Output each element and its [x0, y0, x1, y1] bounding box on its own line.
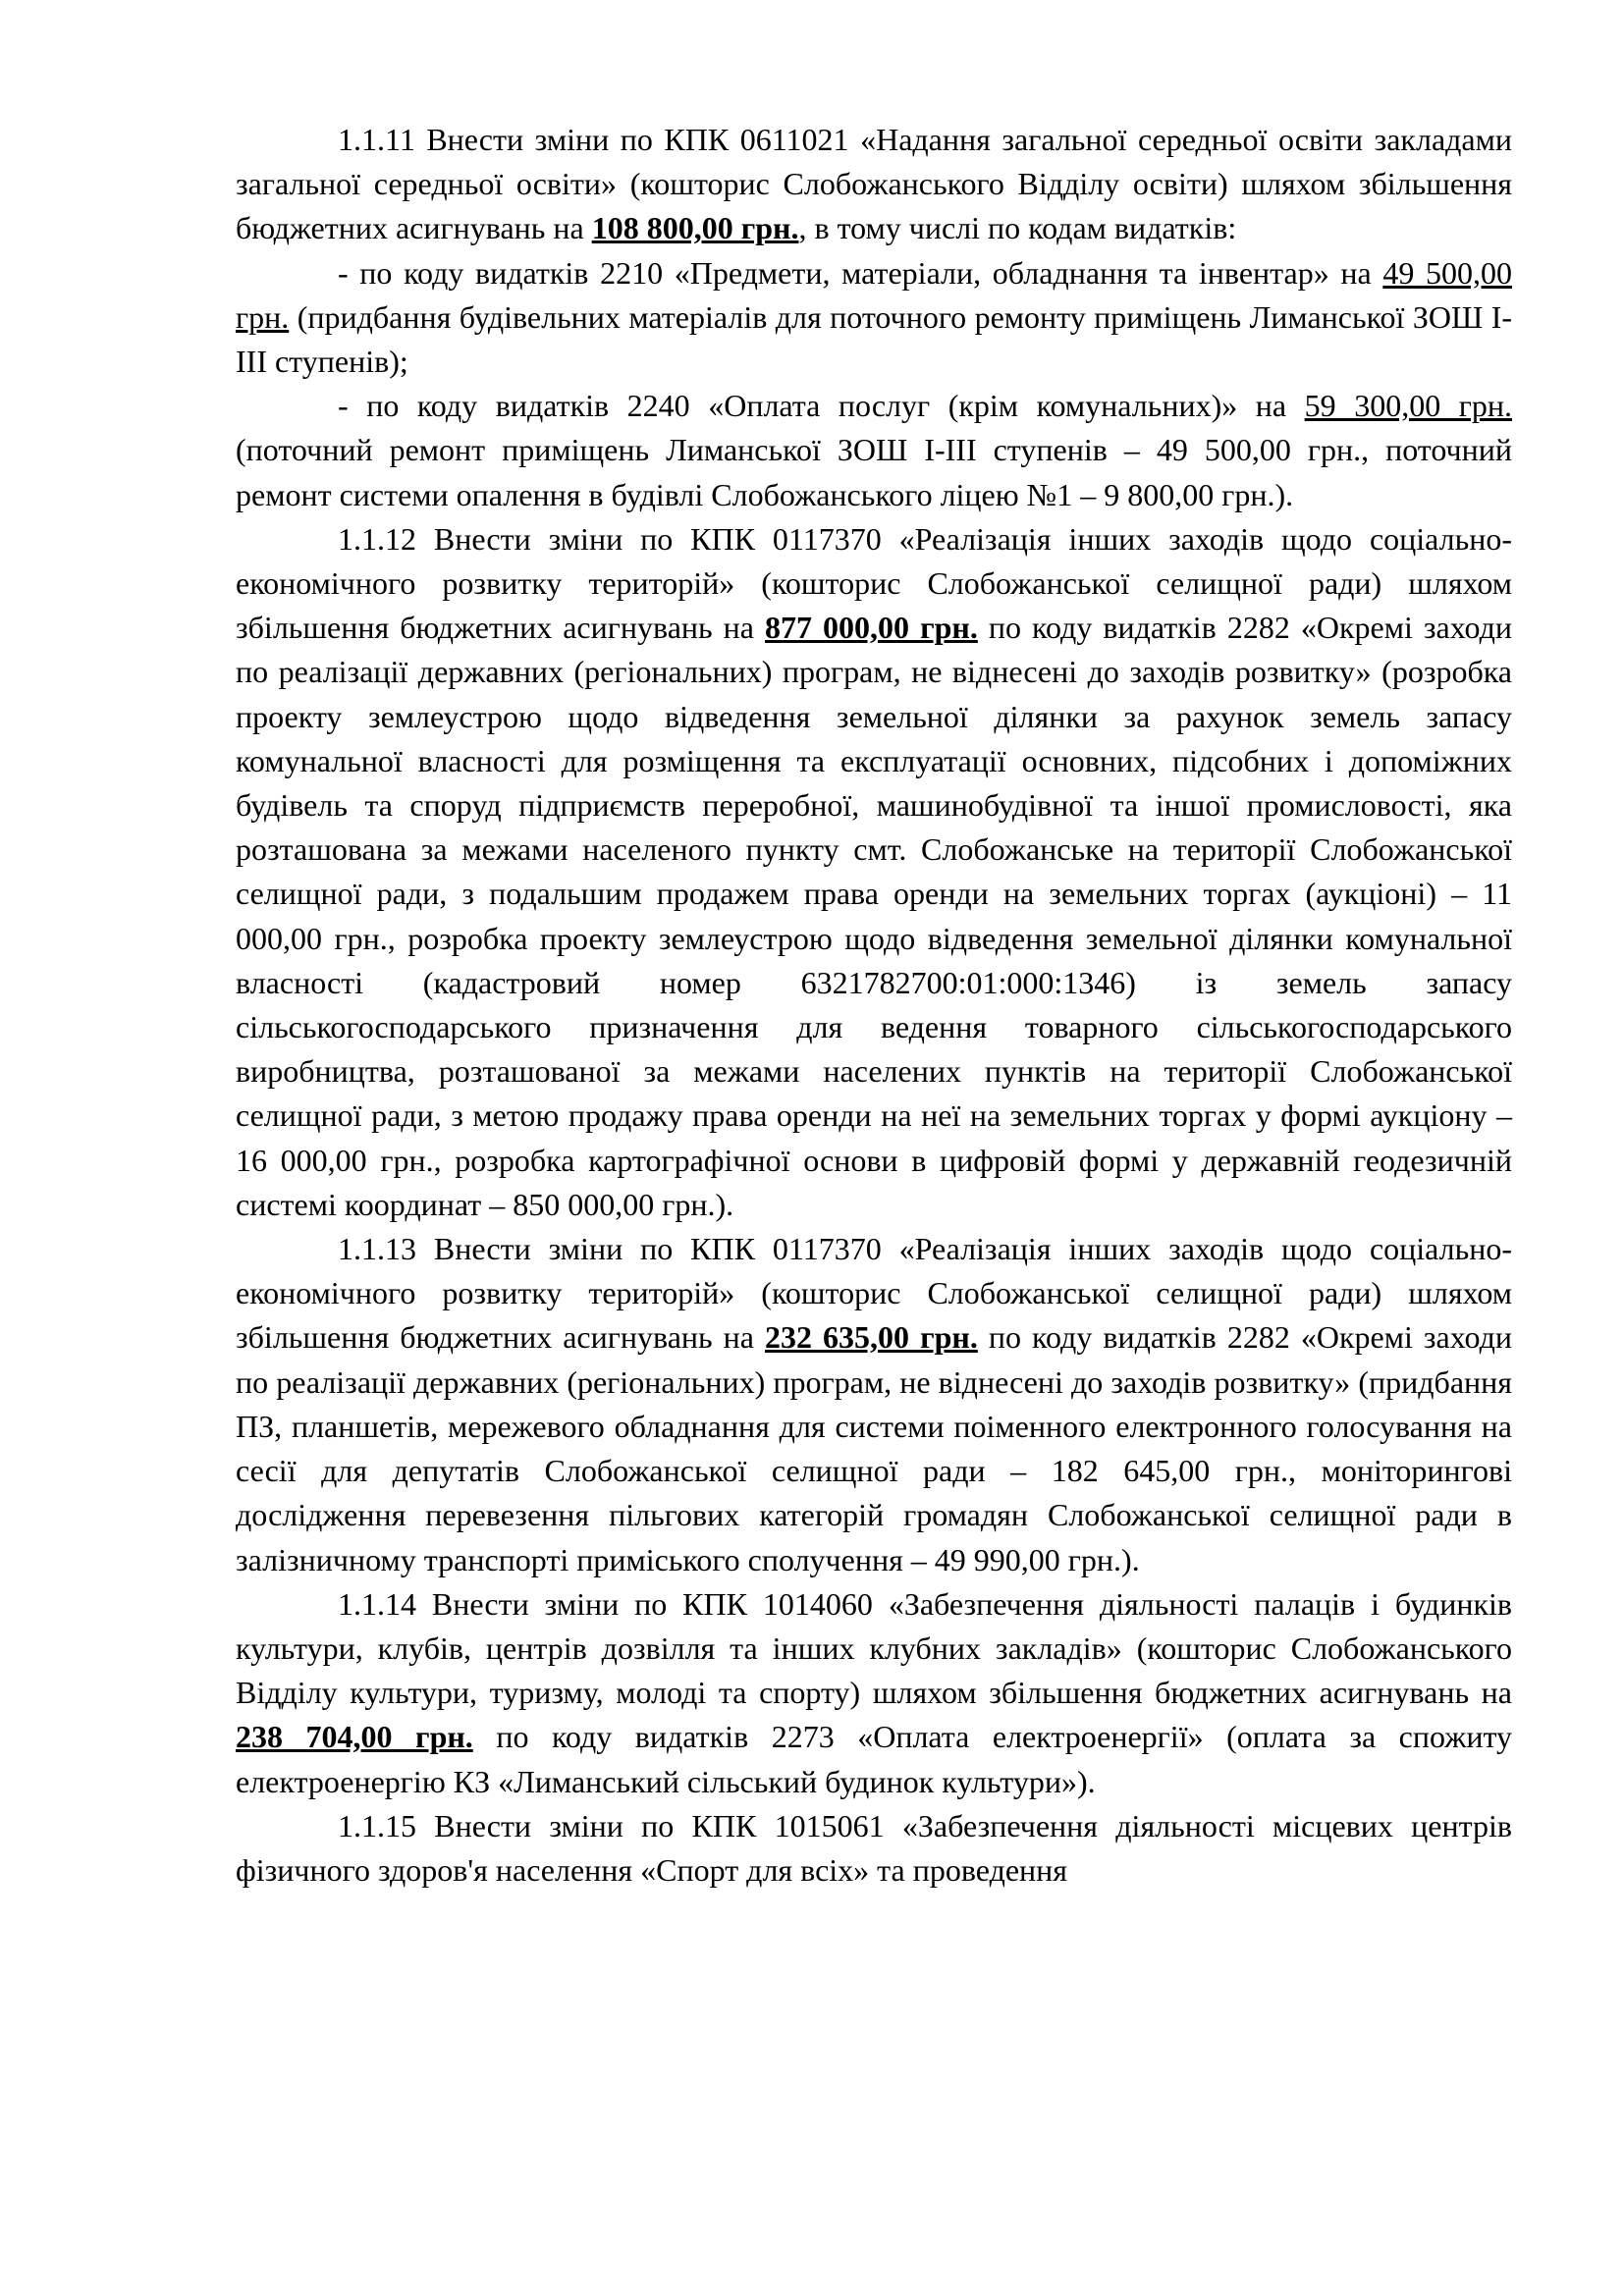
sub-item-code-2240 — [236, 384, 1512, 517]
paragraph-1-1-14 — [236, 1582, 1512, 1804]
paragraph-text: , в тому числі по кодам видатків: — [798, 210, 1237, 246]
amount-code-2240: 59 300,00 грн. — [1304, 388, 1513, 424]
paragraph-text: по коду видатків 2273 «Оплата електроенергії» (оплата за спожиту електроенергію КЗ «Лиманський сільський будинок культури»). — [236, 1719, 1512, 1799]
paragraph-text: по коду видатків 2282 «Окремі заходи по реалізації державних (регіональних) програм, не віднесені до заходів розвитку» (розробка проекту землеустрою щодо відведення земельної ділянки за рахунок земель запасу комунальної власності для розміщення та експлуатації основних, підсобних і допоміжних будівель та споруд підприємств переробної, машинобудівної та іншої промисловості, яка розташована за межами населеного пункту смт. Слобожанське на території Слобожанської селищної ради, з подальшим продажем права оренди на земельних торгах (аукціоні) – 11 000,00 грн., розробка проекту землеустрою щодо відведення земельної ділянки комунальної власності (кадастровий номер 6321782700:01:000:1346) із земель запасу сільськогосподарського призначення для ведення товарного сільськогосподарського виробництва, розташованої за межами населених пунктів на території Слобожанської селищної ради, з метою продажу права оренди на неї на земельних торгах у формі аукціону – 16 000,00 грн., розробка картографічної основи в цифровій формі у державній геодезичній системі координат – 850 000,00 грн.). — [236, 610, 1513, 1222]
amount-total-1-1-12: 877 000,00 грн. — [765, 610, 978, 646]
paragraph-text: 1.1.12 Внести зміни по КПК 0117370 «Реалізація інших заходів щодо соціально-економічного розвитку територій» (кошторис Слобожанської селищної ради) шляхом збільшення бюджетних асигнувань на — [236, 520, 1512, 646]
amount-total-1-1-14: 238 704,00 грн. — [236, 1719, 473, 1755]
amount-total-1-1-11: 108 800,00 грн. — [591, 210, 799, 246]
amount-code-2210: 49 500,00 грн. — [236, 254, 1513, 335]
paragraph-1-1-12 — [236, 517, 1512, 1227]
paragraph-text: - по коду видатків 2210 «Предмети, матеріали, обладнання та інвентар» на — [338, 254, 1383, 291]
paragraph-text: по коду видатків 2282 «Окремі заходи по реалізації державних (регіональних) програм, не віднесені до заходів розвитку» (придбання ПЗ, планшетів, мережевого обладнання для системи поіменного електронного голосування на сесії для депутатів Слобожанської селищної ради – 182 645,00 грн., моніторингові дослідження перевезення пільгових категорій громадян Слобожанської селищної ради в залізничному транспорті приміського сполучення – 49 990,00 грн.). — [236, 1319, 1513, 1577]
paragraph-text: - по коду видатків 2240 «Оплата послуг (крім комунальних)» на — [338, 388, 1305, 424]
document-body — [236, 118, 1512, 1893]
paragraph-text: 1.1.11 Внести зміни по КПК 0611021 «Надання загальної середньої освіти закладами загальної середньої освіти» (кошторис Слобожанського Відділу освіти) шляхом збільшення бюджетних асигнувань на — [236, 122, 1512, 246]
paragraph-text: (придбання будівельних матеріалів для поточного ремонту приміщень Лиманської ЗОШ І-ІІІ ступенів); — [236, 298, 1512, 380]
paragraph-text: 1.1.14 Внести зміни по КПК 1014060 «Забезпечення діяльності палаців і будинків культури, клубів, центрів дозвілля та інших клубних закладів» (кошторис Слобожанського Відділу культури, туризму, молоді та спорту) шляхом збільшення бюджетних асигнувань на — [236, 1585, 1512, 1711]
paragraph-text: 1.1.13 Внести зміни по КПК 0117370 «Реалізація інших заходів щодо соціально-економічного розвитку територій» (кошторис Слобожанської селищної ради) шляхом збільшення бюджетних асигнувань на — [236, 1231, 1512, 1356]
paragraph-1-1-11 — [236, 118, 1512, 251]
amount-total-1-1-13: 232 635,00 грн. — [765, 1319, 978, 1356]
paragraph-1-1-13 — [236, 1227, 1512, 1582]
sub-item-code-2210 — [236, 251, 1512, 385]
paragraph-1-1-15 — [236, 1804, 1512, 1893]
paragraph-text: (поточний ремонт приміщень Лиманської ЗОШ І-ІІІ ступенів – 49 500,00 грн., поточний ремонт системи опалення в будівлі Слобожанського ліцею №1 – 9 800,00 грн.). — [236, 432, 1512, 512]
paragraph-text: 1.1.15 Внести зміни по КПК 1015061 «Забезпечення діяльності місцевих центрів фізичного здоров'я населення «Спорт для всіх» та проведення — [236, 1807, 1512, 1888]
